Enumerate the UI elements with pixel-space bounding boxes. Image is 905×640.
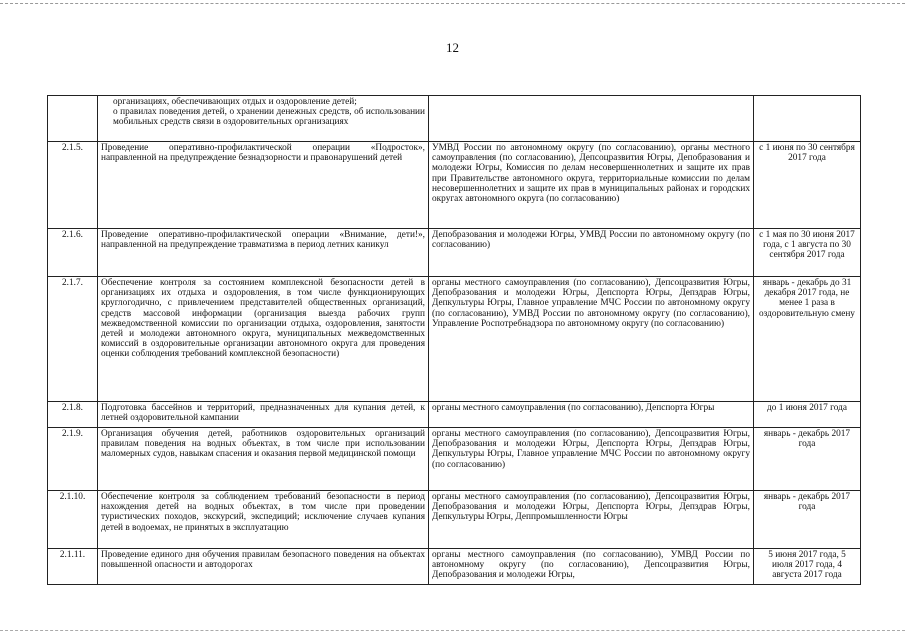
measure-cell: Обеспечение контроля за соблюдением требований безопасности в период нахождения детей на водных объектах, в том числе при проведении туристических походов, экскурсий, экспедиций; исключение случаев купания детей в водоемах, не принятых в эксплуатацию (98, 491, 429, 549)
table-row (48, 428, 861, 491)
term-cell: 5 июня 2017 года, 5 июля 2017 года, 4 августа 2017 года (754, 549, 861, 585)
executors-cell: органы местного самоуправления (по согласованию), Депсоцразвития Югры, Депобразования и молодежи Югры, Депспорта Югры, Депздрав Югры, Депкультуры Югры, Главное управление МЧС России по автономному округу (по согласованию) (429, 428, 754, 491)
table-row (48, 96, 861, 142)
table-row (48, 491, 861, 549)
row-number: 2.1.9. (48, 428, 98, 491)
executors-cell: органы местного самоуправления (по согласованию), УМВД России по автономному округу (по согласованию), Депсоцразвития Югры, Депобразования и молодежи Югры, (429, 549, 754, 585)
measure-cell: Проведение оперативно-профилактической операции «Внимание, дети!», направленной на предупреждение травматизма в период летних каникул (98, 229, 429, 277)
row-number: 2.1.8. (48, 402, 98, 428)
scan-edge-bottom (0, 630, 905, 631)
executors-cell: органы местного самоуправления (по согласованию), Депсоцразвития Югры, Депобразования и молодежи Югры, Депспорта Югры, Депздрав Югры, Депкультуры Югры, Главное управление МЧС России по автономному округу (по согласованию), УМВД России по автономному округу (по согласованию), Управление Роспотребнадзора по автономному округу (по согласованию) (429, 277, 754, 402)
table-row (48, 229, 861, 277)
term-cell: с 1 июня по 30 сентября 2017 года (754, 142, 861, 229)
scan-edge-top (0, 3, 905, 4)
table-row (48, 402, 861, 428)
page-number: 12 (446, 40, 459, 55)
measure-cell (98, 96, 429, 142)
term-cell: январь - декабрь до 31 декабря 2017 года, не менее 1 раза в оздоровительную смену (754, 277, 861, 402)
table-row (48, 142, 861, 229)
term-cell: январь - декабрь 2017 года (754, 491, 861, 549)
row-number: 2.1.6. (48, 229, 98, 277)
measure-cell: Обеспечение контроля за состоянием комплексной безопасности детей в организациях их отдыха и оздоровления, в том числе функционирующих круглогодично, с привлечением представителей общественных организаций, средств массовой информации (организация выезда рабочих групп межведомственной комиссии по организации отдыха, оздоровления, занятости детей и молодежи автономного округа, муниципальных межведомственных комиссий в оздоровительные организации автономного округа для проведения оценки соблюдения требований комплексной безопасности) (98, 277, 429, 402)
row-number (48, 96, 98, 142)
term-cell (754, 96, 861, 142)
executors-cell (429, 96, 754, 142)
term-cell: до 1 июня 2017 года (754, 402, 861, 428)
measure-line: о правилах поведения детей, о хранении денежных средств, об использовании мобильных средств связи в оздоровительных организациях (113, 107, 425, 128)
executors-cell: УМВД России по автономному округу (по согласованию), органы местного самоуправления (по согласованию), Депсоцразвития Югры, Депобразования и молодежи Югры, Комиссия по делам несовершеннолетних и защите их прав при Правительстве автономного округа, территориальные комиссии по делам несовершеннолетних и защите их прав в муниципальных районах и городских округах автономного округа (по согласованию) (429, 142, 754, 229)
measure-line: организациях, обеспечивающих отдых и оздоровление детей; (113, 97, 357, 107)
executors-cell: органы местного самоуправления (по согласованию), Депсоцразвития Югры, Депобразования и молодежи Югры, Депспорта Югры, Депздрав Югры, Депкультуры Югры, Деппромышленности Югры (429, 491, 754, 549)
term-cell: с 1 мая по 30 июня 2017 года, с 1 августа по 30 сентября 2017 года (754, 229, 861, 277)
term-cell: январь - декабрь 2017 года (754, 428, 861, 491)
row-number: 2.1.11. (48, 549, 98, 585)
row-number: 2.1.5. (48, 142, 98, 229)
executors-cell: органы местного самоуправления (по согласованию), Депспорта Югры (429, 402, 754, 428)
table-row (48, 277, 861, 402)
table-row (48, 549, 861, 585)
row-number: 2.1.7. (48, 277, 98, 402)
measure-cell: Подготовка бассейнов и территорий, предназначенных для купания детей, к летней оздоровительной кампании (98, 402, 429, 428)
row-number: 2.1.10. (48, 491, 98, 549)
measure-cell: Организация обучения детей, работников оздоровительных организаций правилам поведения на водных объектах, в том числе при использовании маломерных судов, навыкам спасения и оказания первой медицинской помощи (98, 428, 429, 491)
executors-cell: Депобразования и молодежи Югры, УМВД России по автономному округу (по согласованию) (429, 229, 754, 277)
measures-table (47, 95, 861, 585)
measure-cell: Проведение оперативно-профилактической операции «Подросток», направленной на предупреждение безнадзорности и правонарушений детей (98, 142, 429, 229)
measure-cell: Проведение единого дня обучения правилам безопасного поведения на объектах повышенной опасности и автодорогах (98, 549, 429, 585)
